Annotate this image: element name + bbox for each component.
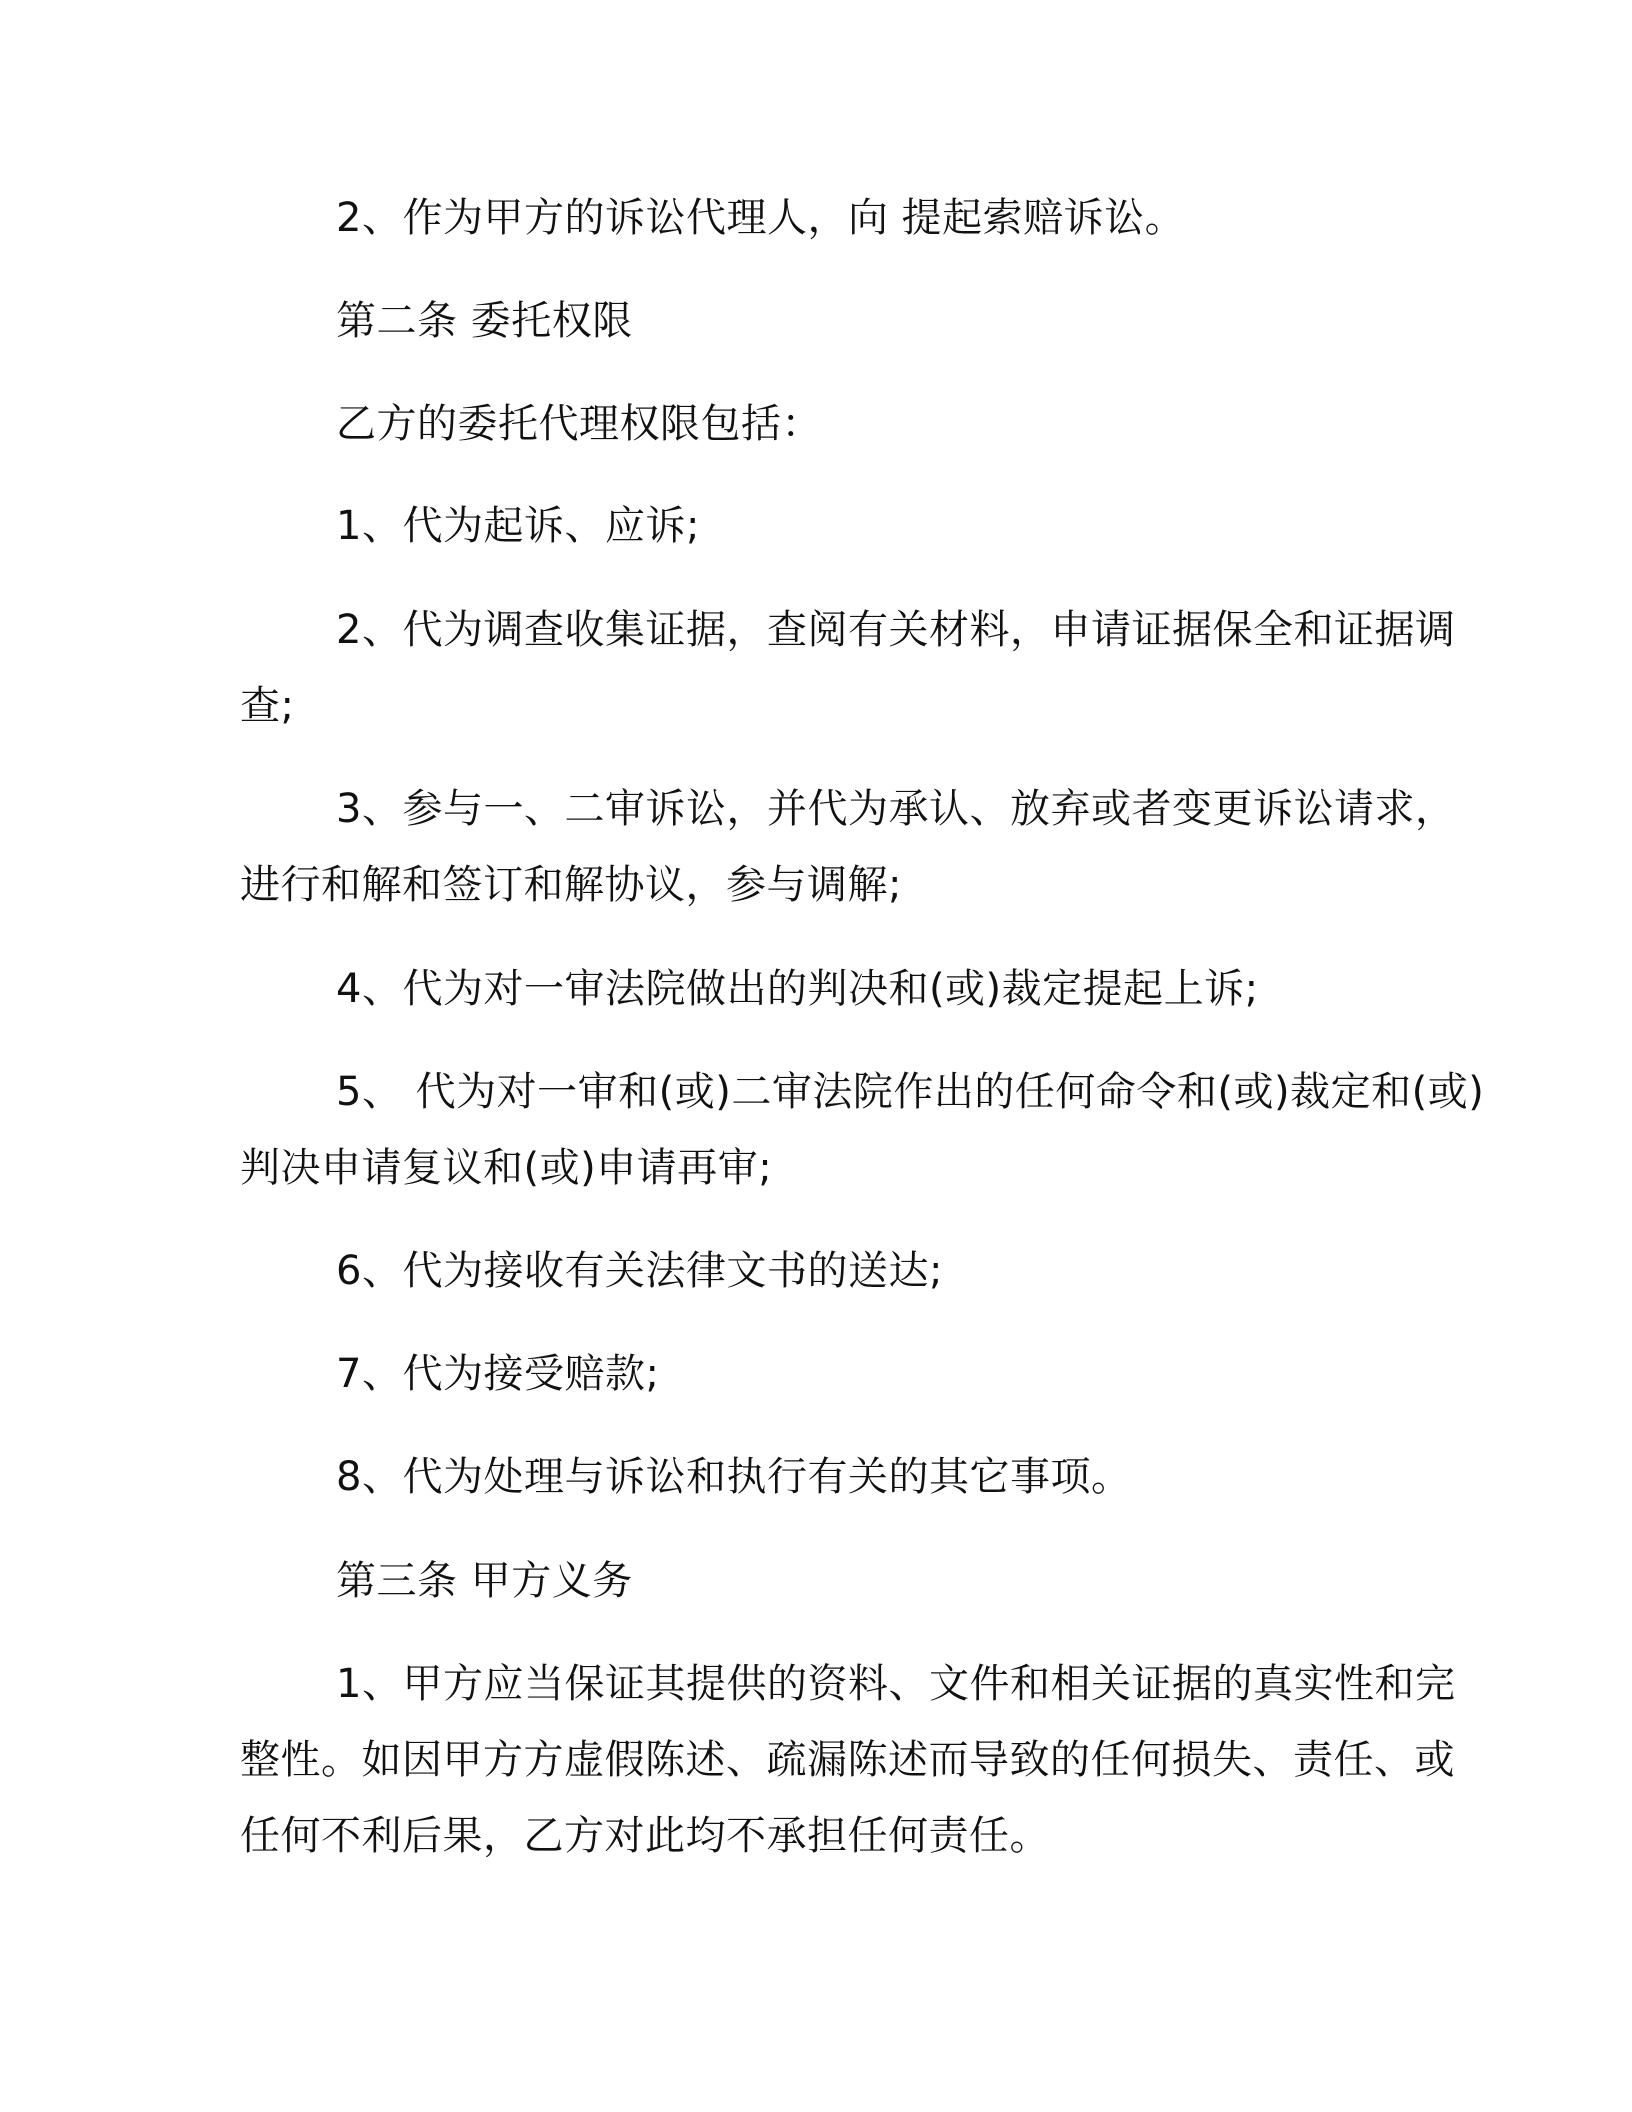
item-6-line: 6、代为接收有关法律文书的送达; — [336, 1248, 943, 1294]
item-7-line: 7、代为接受赔款; — [336, 1351, 660, 1397]
article-3-item-1-line-2: 整性。如因甲方方虚假陈述、疏漏陈述而导致的任何损失、责任、或 — [240, 1737, 1455, 1783]
item-5-line-2: 判决申请复议和(或)申请再审; — [240, 1145, 773, 1191]
item-3-line-2: 进行和解和签订和解协议，参与调解; — [240, 862, 902, 908]
item-1-line: 1、代为起诉、应诉; — [336, 503, 700, 549]
item-8-line: 8、代为处理与诉讼和执行有关的其它事项。 — [336, 1454, 1132, 1500]
article-2-intro: 乙方的委托代理权限包括： — [336, 401, 822, 447]
article-3-item-1-line-1: 1、甲方应当保证其提供的资料、文件和相关证据的真实性和完 — [336, 1661, 1456, 1707]
item-5-line-1: 5、 代为对一审和(或)二审法院作出的任何命令和(或)裁定和(或) — [336, 1069, 1485, 1115]
article-3-heading: 第三条 甲方义务 — [336, 1558, 633, 1604]
clause-1-2-line: 2、作为甲方的诉讼代理人，向 提起索赔诉讼。 — [336, 195, 1186, 241]
article-3-item-1-line-3: 任何不利后果，乙方对此均不承担任何责任。 — [240, 1813, 1050, 1859]
item-4-line: 4、代为对一审法院做出的判决和(或)裁定提起上诉; — [336, 966, 1259, 1012]
item-3-line-1: 3、参与一、二审诉讼，并代为承认、放弃或者变更诉讼请求， — [336, 786, 1456, 832]
article-2-heading: 第二条 委托权限 — [336, 298, 633, 344]
item-2-line-2: 查; — [240, 683, 295, 729]
item-2-line-1: 2、代为调查收集证据，查阅有关材料，申请证据保全和证据调 — [336, 607, 1456, 653]
